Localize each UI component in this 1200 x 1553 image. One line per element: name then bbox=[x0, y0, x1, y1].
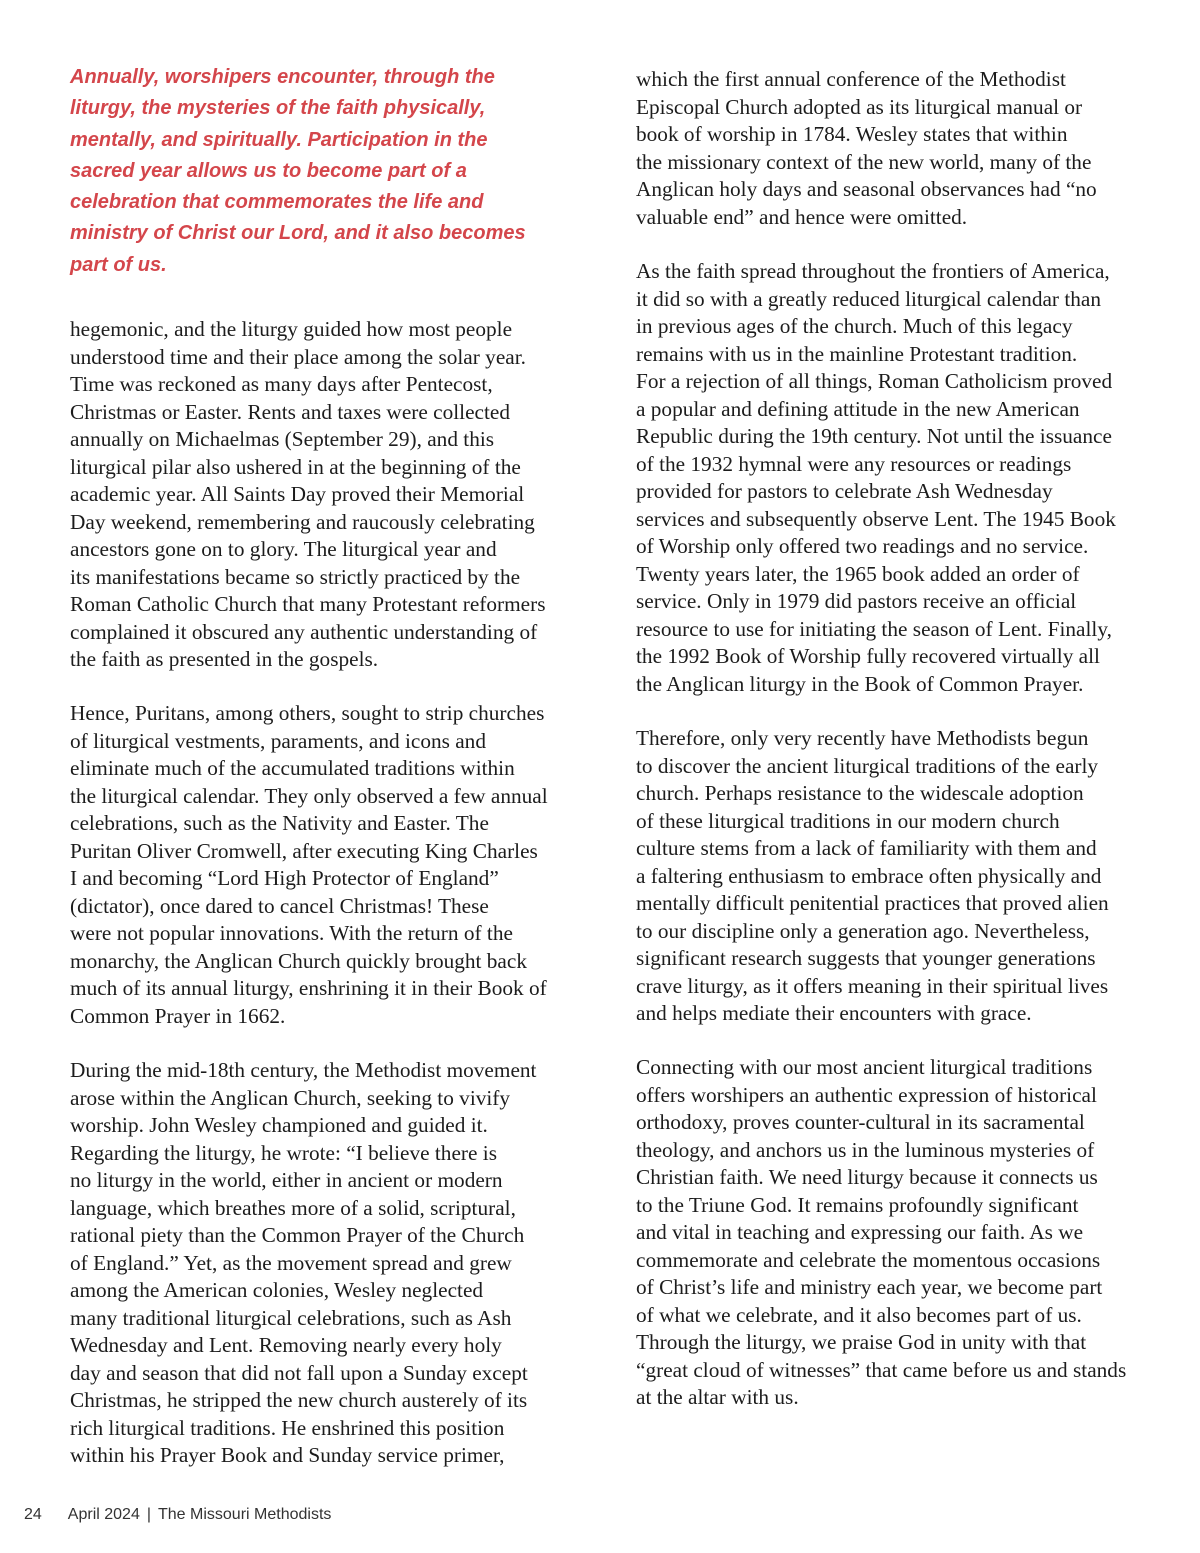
text-line: of England.” Yet, as the movement spread and grew bbox=[70, 1250, 512, 1275]
text-line: commemorate and celebrate the momentous occasions bbox=[636, 1247, 1101, 1272]
text-line: (dictator), once dared to cancel Christmas! These bbox=[70, 893, 489, 918]
text-line: it did so with a greatly reduced liturgical calendar than bbox=[636, 286, 1102, 311]
text-line: Therefore, only very recently have Methodists begun bbox=[636, 726, 1089, 750]
text-line: significant research suggests that younger generations bbox=[636, 946, 1096, 970]
text-line: Twenty years later, the 1965 book added an order of bbox=[636, 561, 1080, 586]
text-line: which the first annual conference of the Methodist bbox=[636, 67, 1066, 91]
text-line: and helps mediate their encounters with grace. bbox=[636, 1001, 1032, 1025]
text-line: language, which breathes more of a solid, scriptural, bbox=[70, 1195, 516, 1220]
text-line: the liturgical calendar. They only observed a few annual bbox=[70, 783, 548, 808]
text-line: Common Prayer in 1662. bbox=[70, 1003, 286, 1028]
text-line: annually on Michaelmas (September 29), and this bbox=[70, 427, 495, 451]
text-line: much of its annual liturgy, enshrining it in their Book of bbox=[70, 976, 547, 1000]
text-line: valuable end” and hence were omitted. bbox=[636, 204, 968, 229]
text-line: As the faith spread throughout the frontiers of America, bbox=[636, 259, 1110, 283]
text-line: arose within the Anglican Church, seeking to vivify bbox=[70, 1085, 511, 1110]
text-line: liturgy, the mysteries of the faith physically, bbox=[70, 97, 486, 120]
text-line: For a rejection of all things, Roman Catholicism proved bbox=[636, 369, 1113, 393]
text-line: Day weekend, remembering and raucously celebrating bbox=[70, 509, 535, 534]
text-line: eliminate much of the accumulated traditions within bbox=[70, 756, 515, 780]
issue-date: April 2024 bbox=[67, 1506, 140, 1523]
text-line: liturgical pilar also ushered in at the beginning of the bbox=[70, 454, 521, 479]
text-line: of the 1932 hymnal were any resources or readings bbox=[636, 451, 1072, 476]
right-paragraph-1 bbox=[636, 66, 1136, 231]
pull-quote bbox=[70, 62, 550, 281]
text-line: Puritan Oliver Cromwell, after executing King Charles bbox=[70, 838, 538, 863]
text-line: culture stems from a lack of familiarity with them and bbox=[636, 836, 1097, 860]
text-line: ministry of Christ our Lord, and it also becomes bbox=[70, 222, 526, 245]
right-paragraph-2 bbox=[636, 258, 1136, 698]
text-line: orthodoxy, proves counter-cultural in its sacramental bbox=[636, 1110, 1085, 1134]
text-line: of Christ’s life and ministry each year, we become part bbox=[636, 1275, 1103, 1299]
text-line: to the Triune God. It remains profoundly significant bbox=[636, 1192, 1079, 1217]
left-paragraph-2 bbox=[70, 700, 570, 1030]
text-line: of liturgical vestments, paraments, and icons and bbox=[70, 728, 486, 753]
text-line: academic year. All Saints Day proved their Memorial bbox=[70, 482, 525, 506]
text-line: at the altar with us. bbox=[636, 1385, 799, 1409]
text-line: “great cloud of witnesses” that came before us and stands bbox=[636, 1357, 1127, 1382]
text-line: Episcopal Church adopted as its liturgical manual or bbox=[636, 94, 1083, 119]
page-number: 24 bbox=[24, 1506, 42, 1523]
text-line: part of us. bbox=[70, 253, 167, 276]
text-line: rich liturgical traditions. He enshrined this position bbox=[70, 1415, 505, 1440]
text-line: services and subsequently observe Lent. The 1945 Book bbox=[636, 506, 1116, 531]
text-line: the 1992 Book of Worship fully recovered virtually all bbox=[636, 644, 1100, 668]
text-line: no liturgy in the world, either in ancient or modern bbox=[70, 1168, 503, 1192]
right-paragraph-3 bbox=[636, 725, 1136, 1028]
text-line: church. Perhaps resistance to the widescale adoption bbox=[636, 781, 1084, 805]
text-line: sacred year allows us to become part of a bbox=[70, 159, 467, 182]
text-line: Anglican holy days and seasonal observances had “no bbox=[636, 177, 1097, 201]
text-line: During the mid-18th century, the Methodist movement bbox=[70, 1058, 537, 1082]
footer-separator: | bbox=[146, 1506, 151, 1523]
text-line: monarchy, the Anglican Church quickly brought back bbox=[70, 948, 527, 973]
text-line: Christian faith. We need liturgy because it connects us bbox=[636, 1165, 1098, 1189]
left-paragraph-1 bbox=[70, 316, 570, 674]
text-line: remains with us in the mainline Protestant tradition. bbox=[636, 341, 1078, 366]
text-line: complained it obscured any authentic understanding of bbox=[70, 619, 538, 644]
text-line: day and season that did not fall upon a Sunday except bbox=[70, 1360, 528, 1385]
text-line: Christmas, he stripped the new church austerely of its bbox=[70, 1388, 528, 1412]
text-line: Annually, worshipers encounter, through the bbox=[70, 66, 495, 88]
page-footer bbox=[24, 1506, 331, 1524]
text-line: mentally, and spiritually. Participation in the bbox=[70, 128, 488, 151]
text-line: in previous ages of the church. Much of this legacy bbox=[636, 314, 1073, 338]
text-line: a popular and defining attitude in the new American bbox=[636, 396, 1080, 421]
text-line: Through the liturgy, we praise God in unity with that bbox=[636, 1330, 1087, 1354]
text-line: resource to use for initiating the season of Lent. Finally, bbox=[636, 616, 1112, 641]
right-paragraph-4 bbox=[636, 1054, 1136, 1412]
text-line: many traditional liturgical celebrations, such as Ash bbox=[70, 1305, 512, 1330]
text-line: theology, and anchors us in the luminous mysteries of bbox=[636, 1137, 1095, 1162]
text-line: were not popular innovations. With the return of the bbox=[70, 921, 513, 945]
text-line: understood time and their place among the solar year. bbox=[70, 344, 526, 369]
text-line: of these liturgical traditions in our modern church bbox=[636, 808, 1060, 833]
left-paragraph-3 bbox=[70, 1057, 570, 1470]
text-line: Connecting with our most ancient liturgical traditions bbox=[636, 1055, 1093, 1079]
text-line: to discover the ancient liturgical traditions of the early bbox=[636, 753, 1099, 778]
text-line: a faltering enthusiasm to embrace often physically and bbox=[636, 863, 1102, 888]
text-line: service. Only in 1979 did pastors receive an official bbox=[636, 589, 1077, 613]
text-line: celebration that commemorates the life and bbox=[70, 191, 484, 214]
text-line: Regarding the liturgy, he wrote: “I believe there is bbox=[70, 1140, 497, 1165]
text-line: celebrations, such as the Nativity and Easter. The bbox=[70, 811, 489, 835]
text-line: mentally difficult penitential practices that proved alien bbox=[636, 891, 1109, 915]
text-line: among the American colonies, Wesley neglected bbox=[70, 1278, 484, 1302]
text-line: Christmas or Easter. Rents and taxes were collected bbox=[70, 399, 510, 424]
text-line: hegemonic, and the liturgy guided how most people bbox=[70, 317, 513, 341]
text-line: and vital in teaching and expressing our faith. As we bbox=[636, 1220, 1084, 1244]
text-line: crave liturgy, as it offers meaning in their spiritual lives bbox=[636, 973, 1109, 998]
text-line: ancestors gone on to glory. The liturgical year and bbox=[70, 537, 497, 561]
text-line: Roman Catholic Church that many Protestant reformers bbox=[70, 592, 546, 616]
text-line: offers worshipers an authentic expression of historical bbox=[636, 1082, 1097, 1107]
text-line: Time was reckoned as many days after Pentecost, bbox=[70, 372, 493, 396]
text-line: book of worship in 1784. Wesley states that within bbox=[636, 122, 1068, 146]
text-line: the faith as presented in the gospels. bbox=[70, 647, 379, 671]
text-line: the Anglican liturgy in the Book of Common Prayer. bbox=[636, 671, 1084, 696]
text-line: of what we celebrate, and it also becomes part of us. bbox=[636, 1302, 1082, 1327]
text-line: Hence, Puritans, among others, sought to strip churches bbox=[70, 701, 545, 725]
text-line: to our discipline only a generation ago. Nevertheless, bbox=[636, 918, 1090, 943]
text-line: its manifestations became so strictly practiced by the bbox=[70, 564, 521, 589]
text-line: of Worship only offered two readings and no service. bbox=[636, 534, 1089, 558]
text-line: worship. John Wesley championed and guided it. bbox=[70, 1113, 488, 1137]
text-line: I and becoming “Lord High Protector of England” bbox=[70, 866, 499, 890]
publication-name: The Missouri Methodists bbox=[158, 1506, 332, 1523]
text-line: within his Prayer Book and Sunday service primer, bbox=[70, 1443, 505, 1467]
text-line: Republic during the 19th century. Not until the issuance bbox=[636, 424, 1112, 448]
text-line: Wednesday and Lent. Removing nearly every holy bbox=[70, 1333, 502, 1357]
text-line: provided for pastors to celebrate Ash Wednesday bbox=[636, 479, 1053, 503]
text-line: rational piety than the Common Prayer of the Church bbox=[70, 1223, 525, 1247]
text-line: the missionary context of the new world, many of the bbox=[636, 149, 1092, 174]
